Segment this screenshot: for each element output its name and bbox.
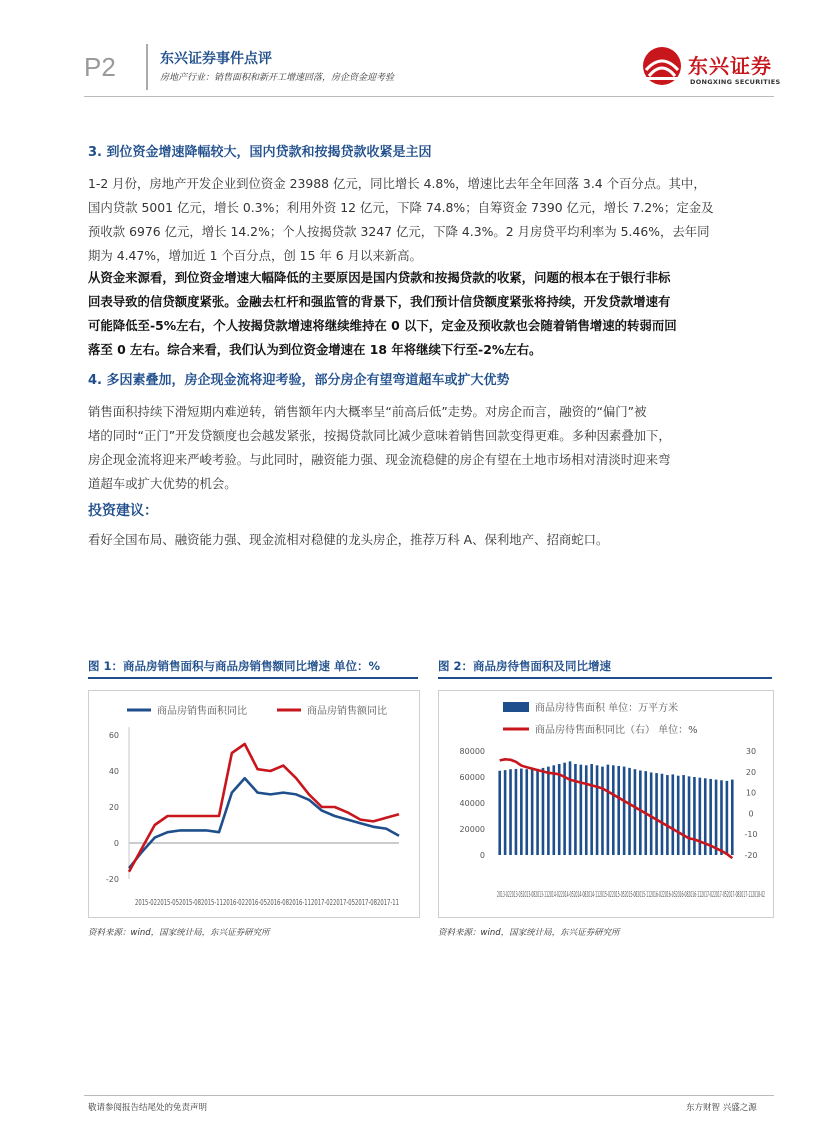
bar (639, 771, 642, 856)
figure-1-rule (88, 677, 418, 679)
footer-slogan: 东方财智 兴盛之源 (686, 1103, 757, 1113)
header-rule (84, 96, 774, 97)
figure-1-frame (88, 690, 420, 918)
y-right-tick-label: 0 (748, 809, 754, 819)
bar (623, 767, 626, 855)
report-subtitle: 房地产行业：销售面积和新开工增速回落，房企资金迎考验 (160, 73, 395, 83)
bar (580, 765, 583, 855)
y-left-tick-label: 60000 (459, 773, 485, 782)
section-3-paragraph-2 (88, 266, 778, 362)
y-tick-label: -20 (105, 875, 119, 884)
report-type-title: 东兴证券事件点评 (160, 51, 272, 67)
legend-swatch-bar (503, 702, 529, 712)
x-tick-labels: 2015-022015-052015-082015-112016-022016-052016-082016-112017-022017-052017-082017-11 (135, 898, 399, 907)
bar (699, 778, 702, 855)
y-left-tick-label: 20000 (459, 825, 485, 834)
y-right-tick-label: -20 (744, 851, 758, 860)
footer-disclaimer: 敬请参阅报告结尾处的免责声明 (88, 1103, 208, 1113)
section-3-heading: 3. 到位资金增速降幅较大，国内贷款和按揭贷款收紧是主因 (88, 145, 432, 160)
bar (558, 764, 561, 855)
y-left-tick-label: 40000 (459, 799, 485, 808)
bar (536, 769, 539, 855)
bar (547, 767, 550, 855)
bar (617, 766, 620, 855)
section-4-paragraph (88, 400, 778, 496)
bar (590, 764, 593, 855)
bar (628, 768, 631, 855)
y-tick-label: 40 (108, 767, 119, 776)
y-tick-label: 20 (108, 803, 119, 812)
logo-text-en: DONGXING SECURITIES (690, 78, 781, 86)
bar (634, 769, 637, 855)
bar (498, 771, 501, 855)
bar (720, 780, 723, 855)
bar (515, 769, 518, 855)
text-line: 可能降低至-5%左右，个人按揭贷款增速将继续维持在 0 以下，定金及预收款也会随着销售增速的转弱而回 (88, 318, 677, 333)
legend-label: 商品房待售面积同比（右） 单位：% (535, 725, 698, 736)
bar (693, 777, 696, 855)
bar (650, 772, 653, 855)
bar (504, 770, 507, 855)
series-line-area (129, 778, 399, 868)
bar (655, 773, 658, 855)
text-line: 道超车或扩大优势的机会。 (88, 476, 237, 491)
investment-text: 看好全国布局、融资能力强、现金流相对稳健的龙头房企，推荐万科 A、保利地产、招商蛇口。 (88, 532, 609, 547)
text-line: 堵的同时“正门”开发贷额度也会越发紧张，按揭贷款同比减少意味着销售回款变得更难。多种因素叠加下， (88, 428, 671, 443)
series-line-yoy (500, 759, 733, 858)
legend-label: 商品房销售面积同比 (157, 706, 247, 717)
footer-rule (84, 1095, 774, 1096)
figure-2-rule (438, 677, 772, 679)
bar (612, 765, 615, 855)
y-left-tick-label: 0 (479, 851, 485, 860)
text-line: 落至 0 左右。综合来看，我们认为到位资金增速在 18 年将继续下行至-2%左右。 (88, 342, 542, 357)
bar (726, 781, 729, 855)
y-right-tick-label: 20 (745, 767, 757, 777)
bar (731, 780, 734, 855)
bar (585, 765, 588, 855)
bar (709, 779, 712, 855)
legend-label: 商品房待售面积 单位：万平方米 (535, 703, 679, 714)
bar (661, 774, 664, 855)
text-line: 期为 4.47%，增加近 1 个百分点，创 15 年 6 月以来新高。 (88, 248, 422, 263)
figure-2-source: 资料来源：wind，国家统计局，东兴证券研究所 (438, 928, 620, 938)
bar (688, 776, 691, 855)
text-line: 从资金来源看，到位资金增速大幅降低的主要原因是国内贷款和按揭贷款的收紧，问题的根本在于银行非标 (88, 270, 671, 285)
bar (666, 775, 669, 855)
figure-2-frame (438, 690, 774, 918)
investment-heading: 投资建议： (88, 503, 158, 519)
figure-1-title: 图 1：商品房销售面积与商品房销售额同比增速 单位：% (88, 659, 381, 673)
chart-1-svg (89, 691, 419, 917)
x-tick-labels: 2013-022013-052013-082013-112014-022014-052014-082014-112015-022015-052015-082015-112016-022016-052016-082016-112017-022017-052017-082017-112018-02 (497, 890, 765, 899)
series-line-amount (129, 744, 399, 872)
y-right-tick-label: 30 (745, 747, 757, 756)
bar (542, 768, 545, 855)
bar (715, 780, 718, 855)
text-line: 房企现金流将迎来严峻考验。与此同时，融资能力强、现金流稳健的房企有望在土地市场相对清淡时迎来弯 (88, 452, 671, 467)
bar (596, 765, 599, 855)
chart-2-svg (439, 691, 773, 917)
section-4-heading: 4. 多因素叠加，房企现金流将迎考验，部分房企有望弯道超车或扩大优势 (88, 373, 510, 388)
text-line: 预收款 6976 亿元，增长 14.2%；个人按揭贷款 3247 亿元，下降 4.3%。2 月房贷平均利率为 5.46%，去年同 (88, 224, 710, 239)
figure-2-title: 图 2：商品房待售面积及同比增速 (438, 659, 612, 673)
bar (569, 761, 572, 855)
bar (509, 769, 512, 855)
legend-label: 商品房销售额同比 (307, 706, 387, 717)
bar (531, 769, 534, 855)
text-line: 销售面积持续下滑短期内难逆转，销售额年内大概率呈“前高后低”走势。对房企而言，融资的“偏门”被 (88, 404, 647, 419)
logo-text-cn: 东兴证券 (688, 54, 772, 78)
text-line: 1-2 月份，房地产开发企业到位资金 23988 亿元，同比增长 4.8%，增速比去年全年回落 3.4 个百分点。其中， (88, 176, 706, 191)
header-divider (146, 44, 148, 90)
bar (677, 776, 680, 855)
text-line: 回表导致的信贷额度紧张。金融去杠杆和强监管的背景下，我们预计信贷额度紧张将持续，开发贷款增速有 (88, 294, 671, 309)
section-3-paragraph-1 (88, 172, 778, 268)
y-tick-label: 60 (108, 731, 119, 740)
y-right-tick-label: 10 (745, 788, 757, 798)
y-left-tick-label: 80000 (459, 747, 485, 756)
text-line: 国内贷款 5001 亿元，增长 0.3%；利用外资 12 亿元，下降 74.8%；自筹资金 7390 亿元，增长 7.2%；定金及 (88, 200, 714, 215)
bar (520, 769, 523, 855)
bar (601, 767, 604, 855)
bar (682, 775, 685, 855)
figure-1-source: 资料来源：wind，国家统计局，东兴证券研究所 (88, 928, 270, 938)
y-tick-label: 0 (113, 839, 119, 848)
bar (552, 765, 555, 855)
bar (525, 769, 528, 855)
bar (574, 764, 577, 855)
bar (607, 765, 610, 855)
page-number: P2 (84, 52, 116, 82)
bar (671, 774, 674, 855)
y-right-tick-label: -10 (744, 830, 758, 840)
